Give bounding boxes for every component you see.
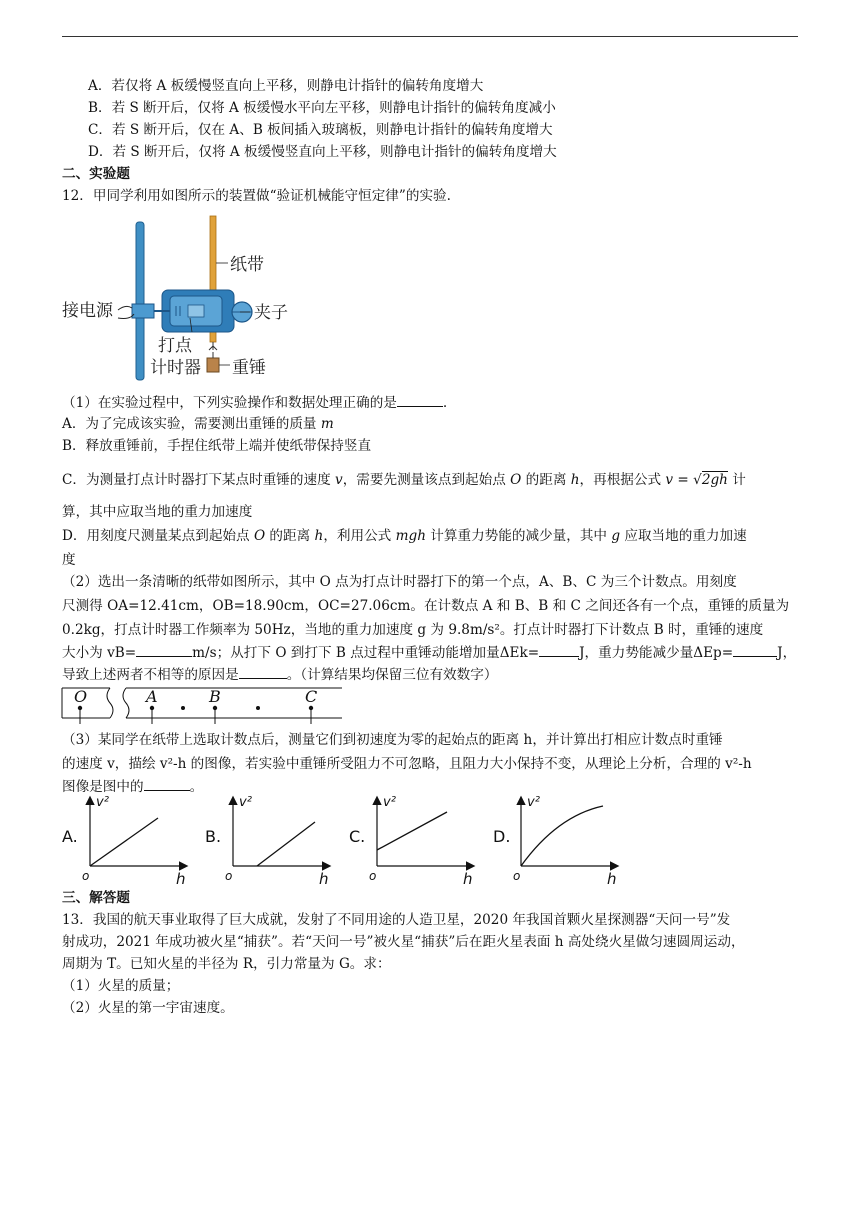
q11-option-a: A．若仅将 A 板缓慢竖直向上平移，则静电计指针的偏转角度增大 xyxy=(88,78,484,94)
q11-option-d: D．若 S 断开后，仅将 A 板缓慢竖直向上平移，则静电计指针的偏转角度增大 xyxy=(88,144,557,160)
graph-d-origin: o xyxy=(513,869,521,883)
graph-c-xlabel: h xyxy=(463,870,473,888)
section-title-answer: 三、解答题 xyxy=(62,890,130,906)
q13-line1: 13．我国的航天事业取得了巨大成就，发射了不同用途的人造卫星，2020 年我国首颗火星探测器“天问一号”发 xyxy=(62,912,731,928)
graph-c-origin: o xyxy=(369,869,377,883)
q12-part2-line3: 0.2kg，打点计时器工作频率为 50Hz，当地的重力加速度 g 为 9.8m/s²。打点计时器打下计数点 B 时，重锤的速度 xyxy=(62,622,764,638)
answer-blank-vb[interactable] xyxy=(136,642,192,657)
graph-b-origin: o xyxy=(225,869,233,883)
graph-d-xlabel: h xyxy=(607,870,617,888)
label-weight: 重锤 xyxy=(232,358,266,378)
answer-blank-graph[interactable] xyxy=(144,776,190,791)
label-clamp: 夹子 xyxy=(254,303,288,323)
sqrt-radicand: 2gh xyxy=(701,472,728,488)
apparatus-figure xyxy=(60,208,300,384)
graph-options-figure xyxy=(60,792,630,888)
graph-a-xlabel: h xyxy=(176,870,186,888)
q12-stem: 12．甲同学利用如图所示的装置做“验证机械能守恒定律”的实验. xyxy=(62,188,451,204)
q12-part3-line1: （3）某同学在纸带上选取计数点后，测量它们到初速度为零的起始点的距离 h，并计算出打相应计数点时重锤 xyxy=(62,732,723,748)
graph-b-curve xyxy=(257,822,315,866)
graph-d-ylabel: v² xyxy=(527,795,540,810)
graph-b-ylabel: v² xyxy=(239,795,252,810)
q12-part2-line2: 尺测得 OA=12.41cm，OB=18.90cm，OC=27.06cm。在计数点 A 和 B、B 和 C 之间还各有一个点，重锤的质量为 xyxy=(62,598,790,614)
tape-dot-c xyxy=(309,706,313,710)
header-rule xyxy=(62,36,798,37)
graph-a-ylabel: v² xyxy=(96,795,109,810)
q12-option-b: B．释放重锤前，手捏住纸带上端并使纸带保持竖直 xyxy=(62,438,372,454)
label-power: 接电源 xyxy=(62,301,113,321)
q13-line3: 周期为 T。已知火星的半径为 R，引力常量为 G。求： xyxy=(62,956,391,972)
q13-sub1: （1）火星的质量； xyxy=(62,978,180,994)
answer-blank-dep[interactable] xyxy=(733,642,777,657)
graph-c-curve xyxy=(377,812,447,850)
tape-label-b: B xyxy=(209,687,221,706)
graph-a-label: A. xyxy=(62,827,78,846)
section-title-experiment: 二、实验题 xyxy=(62,166,130,182)
q11-option-b: B．若 S 断开后，仅将 A 板缓慢水平向左平移，则静电计指针的偏转角度减小 xyxy=(88,100,556,116)
graph-d-label: D. xyxy=(493,827,511,846)
tape-dot-ab xyxy=(181,706,185,710)
q12-option-a: A．为了完成该实验，需要测出重锤的质量 m xyxy=(62,416,334,432)
q12-option-d-cont: 度 xyxy=(62,552,76,568)
graph-d-curve xyxy=(521,806,603,866)
tape-label-o: O xyxy=(74,687,88,706)
tape-label-c: C xyxy=(305,687,318,706)
tape-dot-b xyxy=(213,706,217,710)
tape-dot-a xyxy=(150,706,154,710)
q12-part2-line1: （2）选出一条清晰的纸带如图所示，其中 O 点为打点计时器打下的第一个点，A、B、C 为三个计数点。用刻度 xyxy=(62,574,737,590)
graph-c-ylabel: v² xyxy=(383,795,396,810)
graph-a-curve xyxy=(90,818,158,866)
q12-option-c: C．为测量打点计时器打下某点时重锤的速度 v，需要先测量该点到起始点 O 的距离 h，再根据公式 v = √2gh 计 xyxy=(62,472,746,488)
answer-blank-1[interactable] xyxy=(397,392,443,407)
tape-dot-o xyxy=(78,706,82,710)
q12-part3-line3: 图像是图中的 。 xyxy=(62,776,203,797)
label-timer-1: 打点 xyxy=(158,336,192,356)
q12-part2-line4: 大小为 vB= m/s；从打下 O 到打下 B 点过程中重锤动能增加量ΔEk= J，重力势能减少量ΔEp= J， xyxy=(62,642,796,663)
label-timer-2: 计时器 xyxy=(150,358,201,378)
q12-part3-line2: 的速度 v，描绘 v²-h 的图像，若实验中重锤所受阻力不可忽略，且阻力大小保持不变，从理论上分析，合理的 v²-h xyxy=(62,756,752,772)
stand-rod xyxy=(136,222,144,380)
weight-block xyxy=(207,358,219,372)
q12-part1-stem: （1）在实验过程中，下列实验操作和数据处理正确的是 . xyxy=(62,392,447,413)
q12-option-c-cont: 算，其中应取当地的重力加速度 xyxy=(62,504,253,520)
tape-dot-bc xyxy=(256,706,260,710)
sqrt-symbol: √ xyxy=(693,472,702,488)
answer-blank-dek[interactable] xyxy=(539,642,579,657)
answer-blank-reason[interactable] xyxy=(239,664,287,679)
graph-c-label: C. xyxy=(349,827,366,846)
graph-a-origin: o xyxy=(82,869,90,883)
q12-option-d: D．用刻度尺测量某点到起始点 O 的距离 h，利用公式 mgh 计算重力势能的减少量，其中 g 应取当地的重力加速 xyxy=(62,528,747,544)
paper-tape-figure xyxy=(60,684,350,724)
q13-sub2: （2）火星的第一宇宙速度。 xyxy=(62,1000,234,1016)
q13-line2: 射成功，2021 年成功被火星“捕获”。若“天问一号”被火星“捕获”后在距火星表面 h 高处绕火星做匀速圆周运动， xyxy=(62,934,745,950)
q11-option-c: C．若 S 断开后，仅在 A、B 板间插入玻璃板，则静电计指针的偏转角度增大 xyxy=(88,122,553,138)
tape-label-a: A xyxy=(146,687,158,706)
q12-part2-line5: 导致上述两者不相等的原因是 。（计算结果均保留三位有效数字） xyxy=(62,664,497,685)
graph-b-xlabel: h xyxy=(319,870,329,888)
label-tape: 纸带 xyxy=(230,255,264,275)
graph-b-label: B. xyxy=(205,827,222,846)
